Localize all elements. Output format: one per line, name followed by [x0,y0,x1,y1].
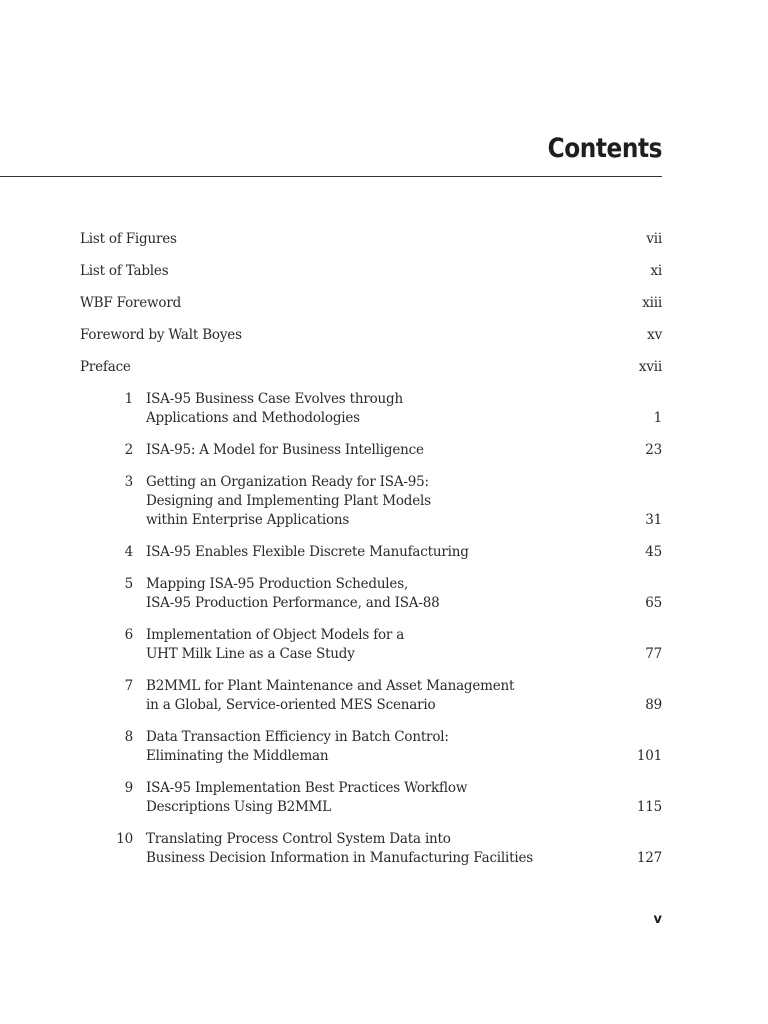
chapter-title [80,779,662,817]
chapter-title-line: ISA-95 Implementation Best Practices Workflow [146,780,468,796]
toc-chapter-3[interactable] [80,473,662,530]
chapter-number: 9 [124,780,133,796]
chapter-page: 45 [645,544,662,560]
chapter-title-line: Designing and Implementing Plant Models [146,493,431,509]
toc-chapter-7[interactable] [80,677,662,715]
chapter-title [80,390,662,428]
toc-entry-foreword-walt-boyes[interactable] [80,326,662,345]
chapter-number: 6 [124,627,133,643]
page-title: Contents [547,133,662,164]
chapter-title-line: in a Global, Service-oriented MES Scenario [146,697,436,713]
toc-entry-preface[interactable] [80,358,662,377]
chapter-title-line: UHT Milk Line as a Case Study [146,646,355,662]
toc-chapter-8[interactable] [80,728,662,766]
heading-rule [0,176,662,177]
toc-chapter-2[interactable] [80,441,662,460]
chapter-page: 77 [645,646,662,662]
chapter-page: 23 [645,442,662,458]
toc-entry-list-of-tables[interactable] [80,262,662,281]
toc-entry-page: xiii [642,295,662,311]
chapter-title-line: ISA-95: A Model for Business Intelligence [146,442,424,458]
chapter-number: 3 [124,474,133,490]
chapter-title [80,575,662,613]
chapter-number: 2 [124,442,133,458]
chapter-number: 5 [124,576,133,592]
toc-entry-page: xv [647,327,662,343]
toc-chapter-4[interactable] [80,543,662,562]
chapter-page: 89 [645,697,662,713]
chapter-title-line: Applications and Methodologies [146,410,360,426]
toc-entry-wbf-foreword[interactable] [80,294,662,313]
chapter-title-line: Data Transaction Efficiency in Batch Control: [146,729,449,745]
chapter-title-line: within Enterprise Applications [146,512,350,528]
chapter-page: 65 [645,595,662,611]
chapter-title-line: Business Decision Information in Manufacturing Facilities [146,850,534,866]
toc-entry-title: Foreword by Walt Boyes [80,327,242,343]
chapter-title-line: ISA-95 Enables Flexible Discrete Manufacturing [146,544,469,560]
chapter-page: 31 [645,512,662,528]
chapter-title [80,677,662,715]
chapter-title-line: Mapping ISA-95 Production Schedules, [146,576,409,592]
toc-entry-page: xi [650,263,662,279]
toc-chapter-5[interactable] [80,575,662,613]
chapter-title-line: Implementation of Object Models for a [146,627,405,643]
chapter-page: 127 [636,850,662,866]
toc-entry-title: List of Figures [80,231,177,247]
chapter-title [80,626,662,664]
chapter-page: 1 [653,410,662,426]
toc-entry-page: xvii [638,359,662,375]
chapter-title [80,830,662,868]
toc-chapter-1[interactable] [80,390,662,428]
chapter-page: 115 [636,799,662,815]
table-of-contents [80,230,662,881]
toc-chapter-6[interactable] [80,626,662,664]
chapter-title-line: ISA-95 Production Performance, and ISA-88 [146,595,440,611]
chapter-number: 1 [124,391,133,407]
toc-entry-list-of-figures[interactable] [80,230,662,249]
toc-entry-title: WBF Foreword [80,295,182,311]
chapter-title [80,728,662,766]
chapter-number: 7 [124,678,133,694]
toc-entry-title: List of Tables [80,263,169,279]
page-number: v [653,912,662,927]
chapter-title [80,543,662,562]
chapter-page: 101 [636,748,662,764]
toc-entry-title: Preface [80,359,131,375]
chapter-title-line: ISA-95 Business Case Evolves through [146,391,403,407]
chapter-title-line: Eliminating the Middleman [146,748,329,764]
chapter-title [80,441,662,460]
chapter-title [80,473,662,530]
chapter-number: 8 [124,729,133,745]
chapter-title-line: Getting an Organization Ready for ISA-95: [146,474,429,490]
chapter-title-line: B2MML for Plant Maintenance and Asset Management [146,678,515,694]
toc-chapter-10[interactable] [80,830,662,868]
toc-chapter-9[interactable] [80,779,662,817]
chapter-number: 4 [124,544,133,560]
chapter-title-line: Translating Process Control System Data into [146,831,451,847]
chapter-number: 10 [116,831,133,847]
chapter-title-line: Descriptions Using B2MML [146,799,332,815]
toc-entry-page: vii [646,231,662,247]
